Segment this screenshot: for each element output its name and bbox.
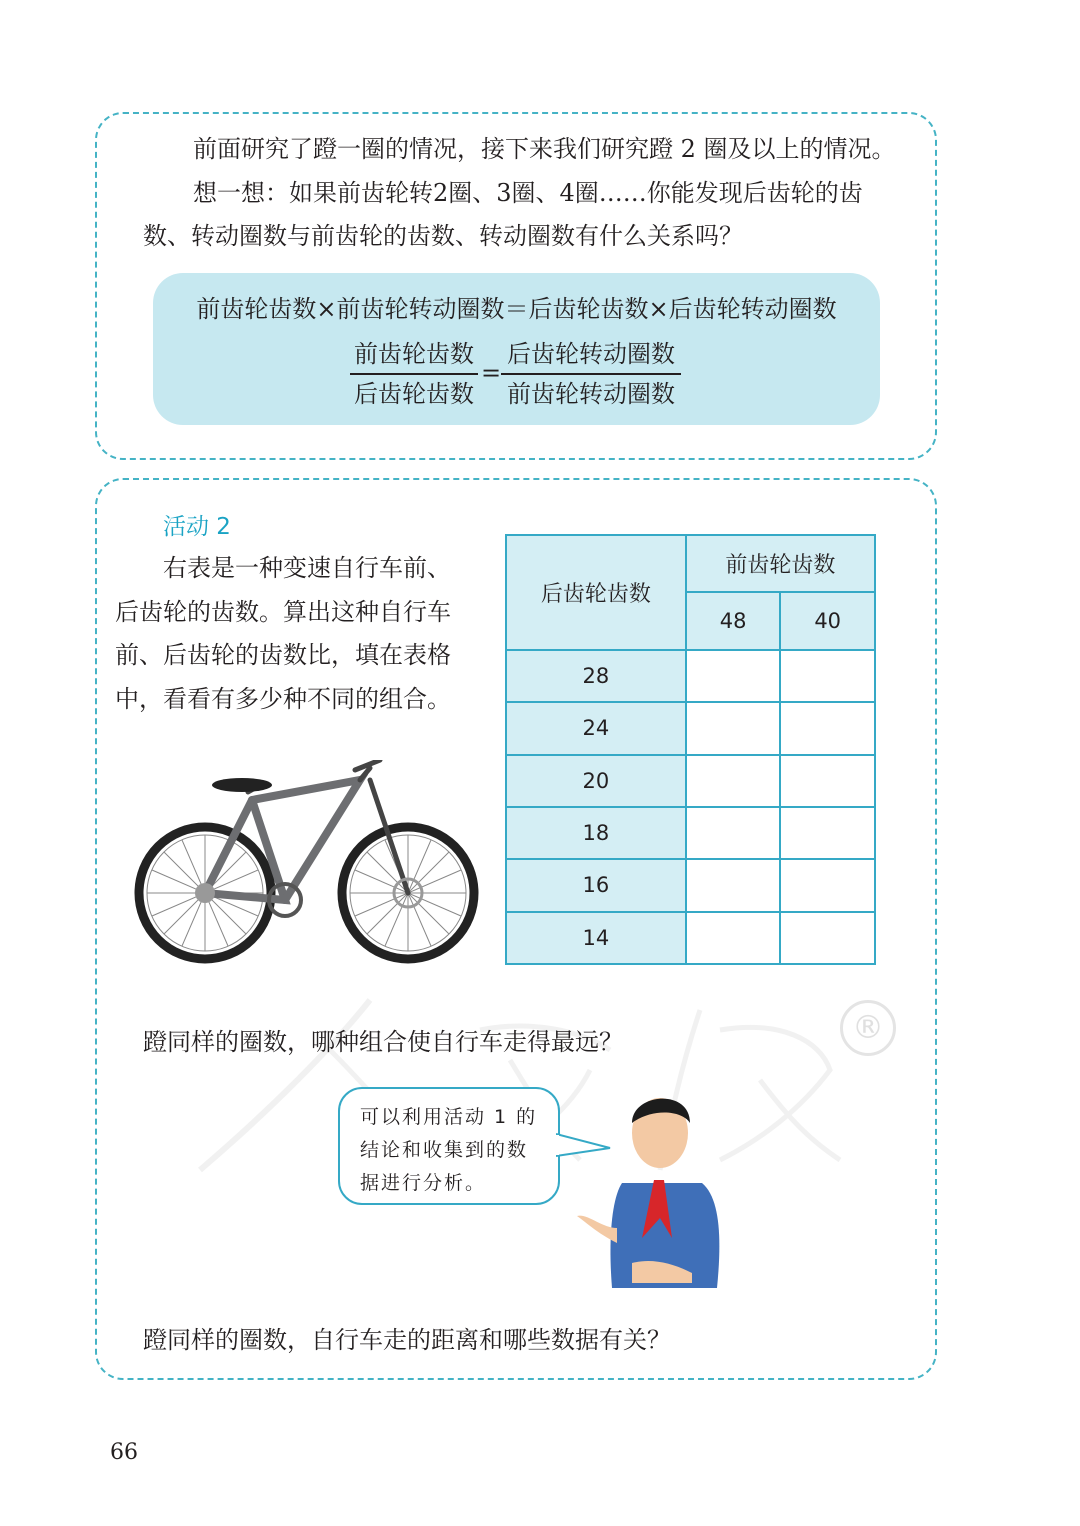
student-illustration (572, 1088, 732, 1293)
ratio-input-cell[interactable] (780, 702, 875, 754)
activity-text-line1: 右表是一种变速自行车前、 (163, 554, 451, 582)
rear-teeth-cell: 24 (506, 702, 686, 754)
right-fraction-numerator: 后齿轮转动圈数 (501, 337, 681, 375)
table-row (506, 807, 875, 859)
table-row (506, 859, 875, 911)
ratio-input-cell[interactable] (780, 755, 875, 807)
formula-equals-sign: = (481, 359, 502, 387)
intro-paragraph-line2: 想一想：如果前齿轮转2圈、3圈、4圈……你能发现后齿轮的齿 (193, 179, 863, 207)
rear-teeth-cell: 28 (506, 650, 686, 702)
ratio-input-cell[interactable] (780, 859, 875, 911)
right-fraction-denominator: 前齿轮转动圈数 (507, 380, 675, 408)
rear-teeth-cell: 16 (506, 859, 686, 911)
intro-paragraph-line3: 数、转动圈数与前齿轮的齿数、转动圈数有什么关系吗？ (143, 222, 743, 250)
ratio-input-cell[interactable] (686, 650, 781, 702)
bubble-text-line1: 可以利用活动 1 的 (360, 1106, 538, 1128)
ratio-input-cell[interactable] (780, 650, 875, 702)
activity-text-line3: 前、后齿轮的齿数比，填在表格 (115, 641, 451, 669)
formula-panel (153, 273, 880, 425)
ratio-input-cell[interactable] (686, 912, 781, 964)
ratio-input-cell[interactable] (780, 912, 875, 964)
activity-title: 活动 2 (163, 514, 231, 540)
left-fraction-numerator: 前齿轮齿数 (350, 337, 478, 375)
table-row (506, 912, 875, 964)
rear-teeth-cell: 20 (506, 755, 686, 807)
ratio-input-cell[interactable] (686, 859, 781, 911)
table-header-front-teeth: 前齿轮齿数 (686, 535, 875, 592)
formula-right-fraction (501, 337, 681, 411)
table-row (506, 702, 875, 754)
ratio-input-cell[interactable] (686, 702, 781, 754)
table-row (506, 755, 875, 807)
page-number: 66 (110, 1440, 138, 1465)
rear-teeth-cell: 18 (506, 807, 686, 859)
ratio-input-cell[interactable] (780, 807, 875, 859)
bicycle-illustration (130, 760, 480, 970)
bubble-text-line3: 据进行分析。 (360, 1172, 487, 1194)
formula-left-fraction (350, 337, 478, 411)
table-row (506, 650, 875, 702)
question-farthest-combination: 蹬同样的圈数，哪种组合使自行车走得最远？ (143, 1028, 623, 1056)
registered-trademark-icon: ® (840, 1000, 896, 1056)
ratio-input-cell[interactable] (686, 755, 781, 807)
table-header-front-48: 48 (686, 592, 781, 650)
table-header-rear-teeth: 后齿轮齿数 (506, 535, 686, 650)
bubble-text-line2: 结论和收集到的数 (360, 1139, 529, 1161)
speech-bubble (338, 1087, 560, 1205)
activity-text-line4: 中，看看有多少种不同的组合。 (115, 685, 451, 713)
left-fraction-denominator: 后齿轮齿数 (354, 380, 474, 408)
intro-paragraph-line1: 前面研究了蹬一圈的情况，接下来我们研究蹬 2 圈及以上的情况。 (193, 135, 896, 163)
activity-text-line2: 后齿轮的齿数。算出这种自行车 (115, 598, 451, 626)
table-header-front-40: 40 (780, 592, 875, 650)
formula-product-equation: 前齿轮齿数×前齿轮转动圈数＝后齿轮齿数×后齿轮转动圈数 (196, 295, 837, 323)
rear-teeth-cell: 14 (506, 912, 686, 964)
gear-teeth-table (505, 534, 876, 965)
ratio-input-cell[interactable] (686, 807, 781, 859)
question-distance-factors: 蹬同样的圈数，自行车走的距离和哪些数据有关？ (143, 1326, 671, 1354)
